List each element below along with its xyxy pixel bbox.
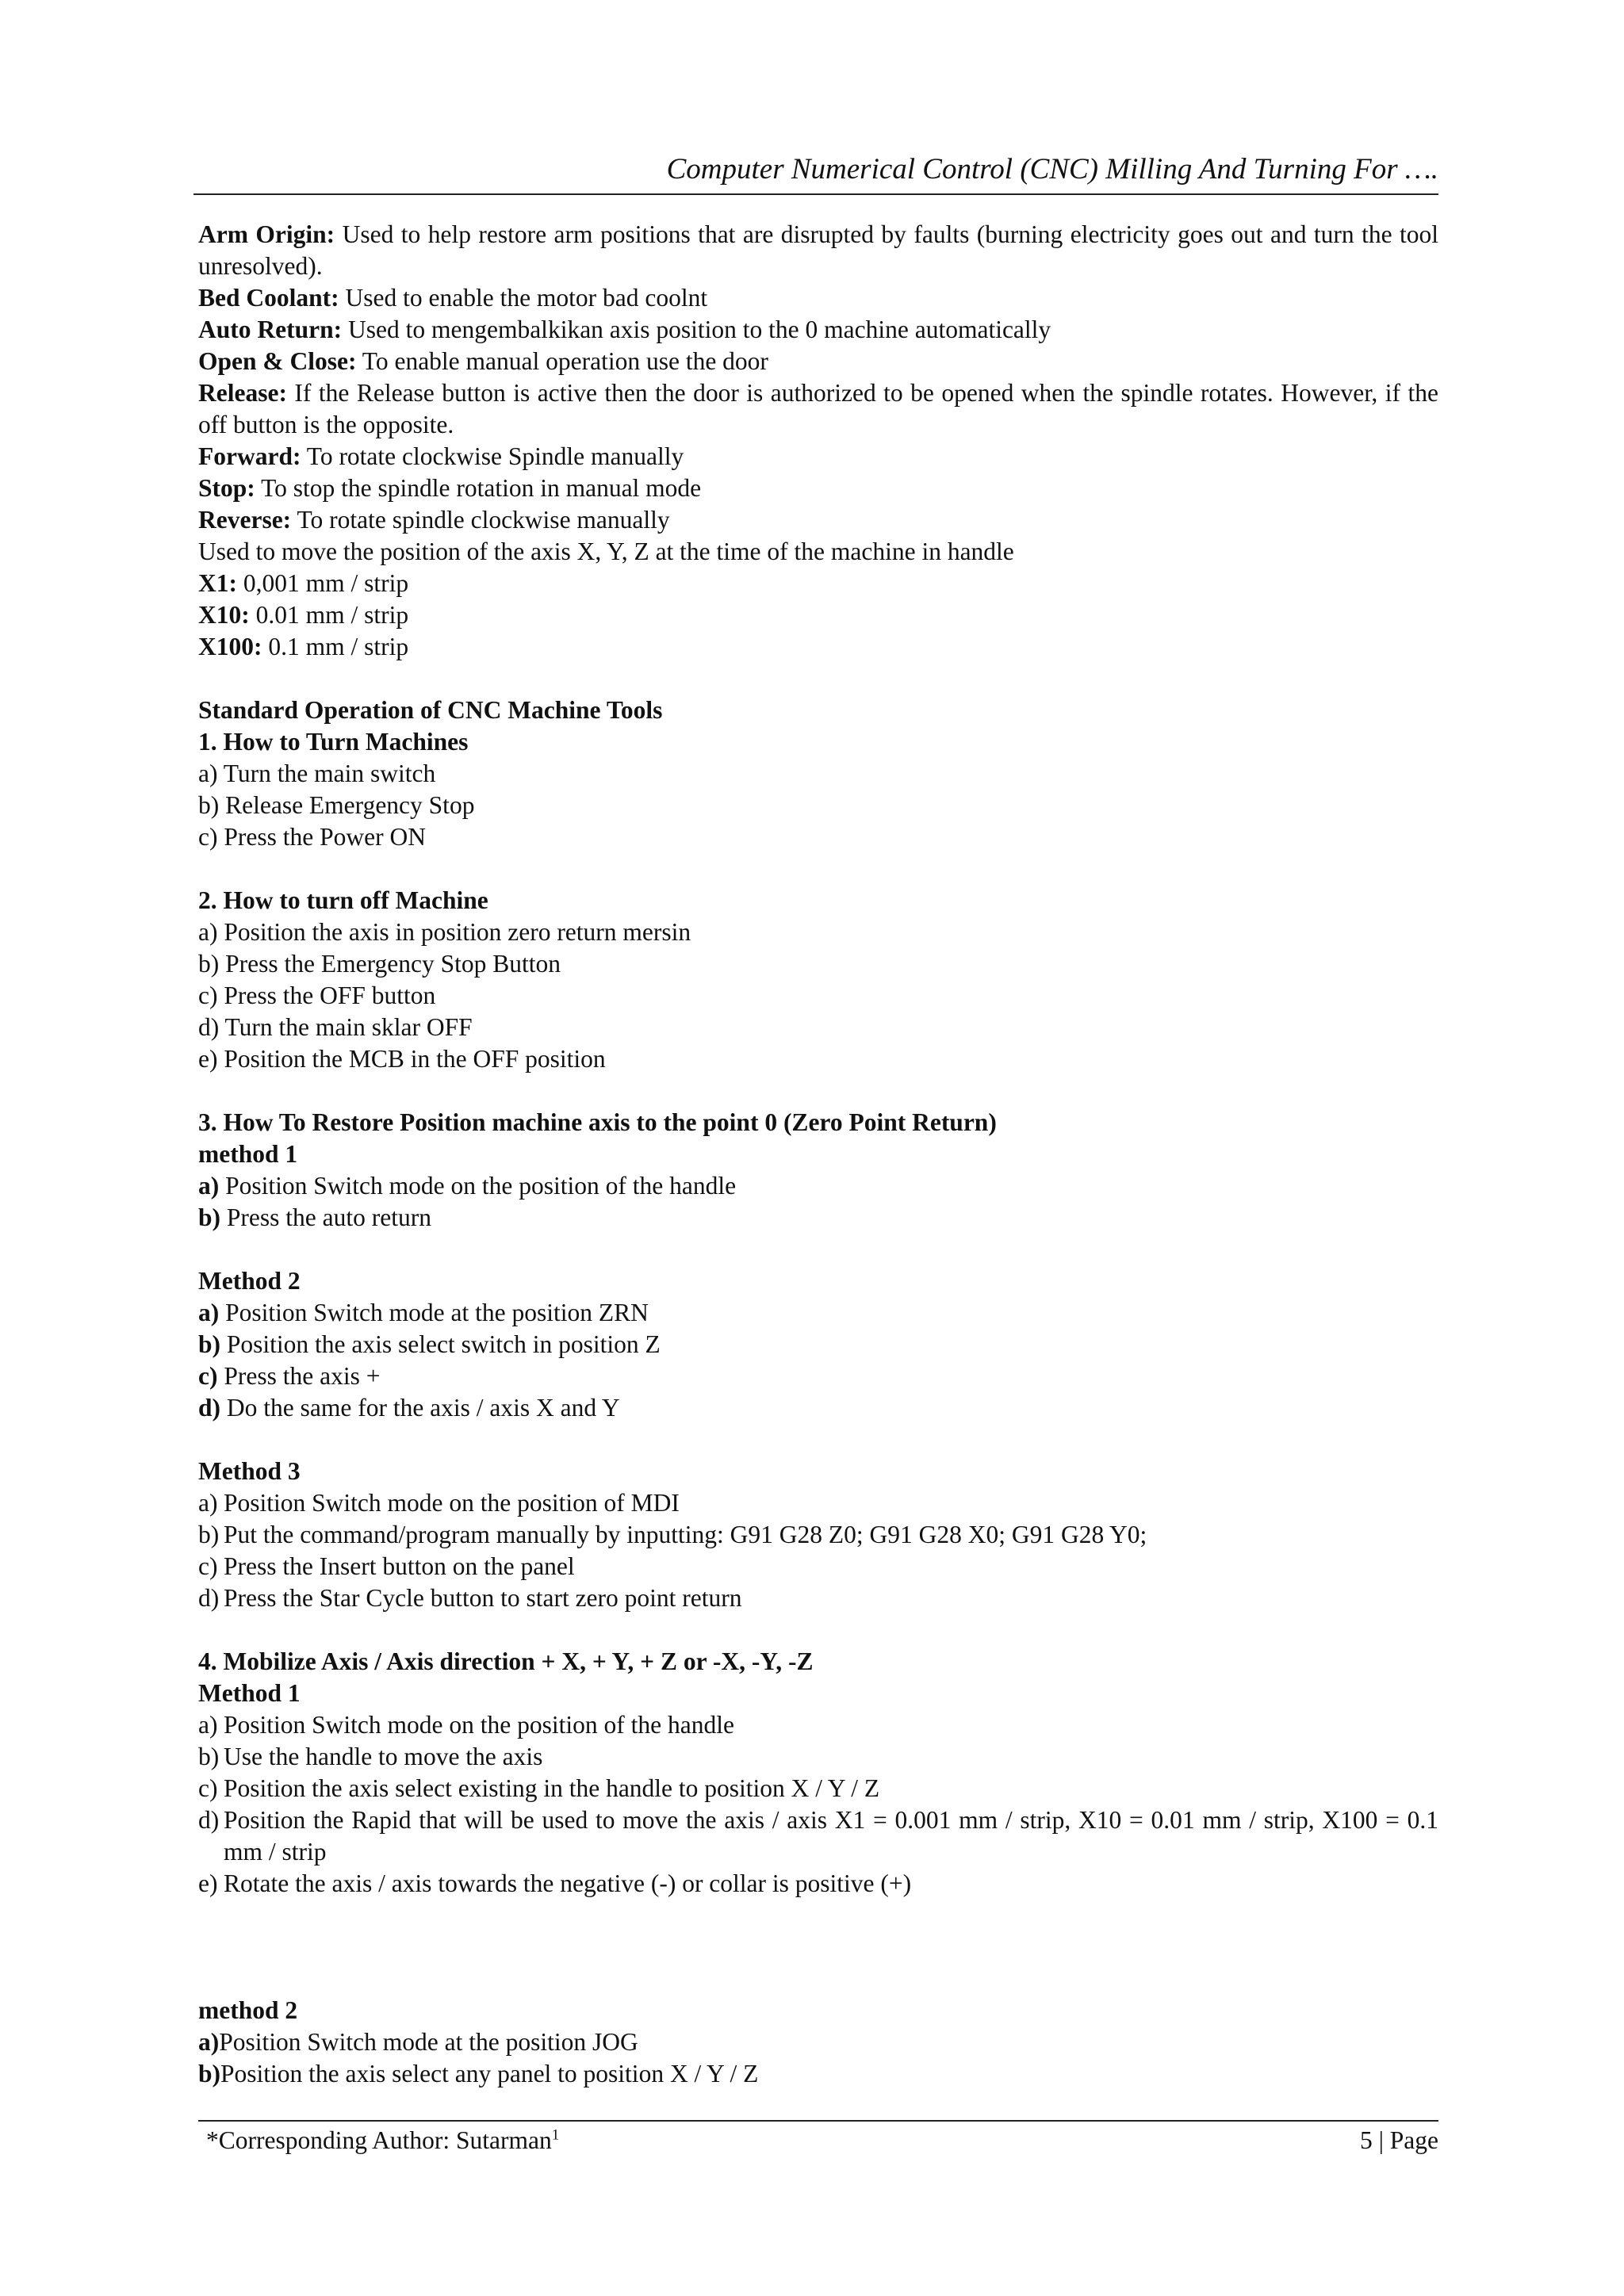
list-item: d) Turn the main sklar OFF bbox=[198, 1013, 473, 1041]
definition-term: Reverse: bbox=[198, 506, 292, 534]
list-item: a) Position Switch mode on the position of the handle bbox=[198, 1711, 734, 1739]
list-item: c) Press the Insert button on the panel bbox=[198, 1552, 575, 1580]
list-item: b) Press the auto return bbox=[198, 1203, 431, 1231]
definition-term: Forward: bbox=[198, 442, 301, 470]
definition-term: Arm Origin: bbox=[198, 220, 335, 248]
handle-step-term: X10: bbox=[198, 601, 250, 629]
author-superscript: 1 bbox=[551, 2126, 560, 2144]
definition-paragraph bbox=[198, 473, 1438, 504]
subsection-title: 4. Mobilize Axis / Axis direction + X, + Y, + Z or -X, -Y, -Z bbox=[198, 1647, 814, 1675]
list-item: a) Turn the main switch bbox=[198, 760, 436, 787]
list-item: a) Position Switch mode on the position of MDI bbox=[198, 1489, 680, 1517]
list-item: e) Position the MCB in the OFF position bbox=[198, 1045, 606, 1073]
handle-step-term: X100: bbox=[198, 633, 262, 660]
definition-paragraph bbox=[198, 282, 1438, 314]
definition-text: To rotate spindle clockwise manually bbox=[291, 506, 670, 534]
definition-term: Stop: bbox=[198, 474, 255, 502]
handle-step-text: 0.01 mm / strip bbox=[249, 601, 409, 629]
definition-paragraph bbox=[198, 314, 1438, 346]
handle-step-text: 0.1 mm / strip bbox=[262, 633, 409, 660]
definition-term: Release: bbox=[198, 379, 287, 407]
definition-text: Used to enable the motor bad coolnt bbox=[339, 284, 708, 312]
corresponding-author: *Corresponding Author: Sutarman$^1$ bbox=[206, 2126, 560, 2154]
handle-intro: Used to move the position of the axis X, Y, Z at the time of the machine in handle bbox=[198, 538, 1014, 565]
list-item: a) Position Switch mode at the position ZRN bbox=[198, 1299, 649, 1326]
page-number: 5 | Page bbox=[1359, 2126, 1438, 2154]
handle-step bbox=[198, 568, 1438, 599]
definition-paragraph bbox=[198, 346, 1438, 377]
list-item: c) Press the axis + bbox=[198, 1362, 381, 1390]
handle-step bbox=[198, 599, 1438, 631]
list-item: b)Position the axis select any panel to position X / Y / Z bbox=[198, 2060, 759, 2087]
method-title: method 1 bbox=[198, 1140, 298, 1168]
subsection-title: 3. How To Restore Position machine axis to the point 0 (Zero Point Return) bbox=[198, 1108, 997, 1136]
definition-term: Bed Coolant: bbox=[198, 284, 339, 312]
definition-text: If the Release button is active then the door is authorized to be opened when the spindle rotates. However, if the off button is the opposite. bbox=[198, 379, 1438, 438]
list-item: b) Put the command/program manually by inputting: G91 G28 Z0; G91 G28 X0; G91 G28 Y0; bbox=[198, 1521, 1147, 1548]
handle-step-text: 0,001 mm / strip bbox=[237, 569, 409, 597]
list-item: a)Position Switch mode at the position JOG bbox=[198, 2028, 638, 2056]
definition-term: Open & Close: bbox=[198, 347, 357, 375]
list-item: d) Do the same for the axis / axis X and Y bbox=[198, 1394, 620, 1422]
list-item: b) Position the axis select switch in position Z bbox=[198, 1330, 661, 1358]
running-header: Computer Numerical Control (CNC) Milling And Turning For …. bbox=[193, 151, 1438, 195]
definition-paragraph bbox=[198, 219, 1438, 282]
list-item: e) Rotate the axis / axis towards the negative (-) or collar is positive (+) bbox=[198, 1869, 912, 1897]
definition-text: To rotate clockwise Spindle manually bbox=[301, 442, 684, 470]
definition-paragraph bbox=[198, 441, 1438, 473]
definition-paragraph bbox=[198, 377, 1438, 441]
list-item: c) Position the axis select existing in the handle to position X / Y / Z bbox=[198, 1774, 880, 1802]
section-title: Standard Operation of CNC Machine Tools bbox=[198, 696, 663, 724]
list-item: a) Position Switch mode on the position of the handle bbox=[198, 1172, 737, 1200]
page-footer bbox=[198, 2120, 1438, 2156]
definition-term: Auto Return: bbox=[198, 316, 343, 343]
list-item: b) Release Emergency Stop bbox=[198, 791, 475, 819]
subsection-title: 1. How to Turn Machines bbox=[198, 728, 469, 756]
handle-step-term: X1: bbox=[198, 569, 237, 597]
definition-text: Used to mengembalkikan axis position to the 0 machine automatically bbox=[342, 316, 1051, 343]
handle-step bbox=[198, 631, 1438, 663]
body-text bbox=[198, 219, 1438, 2090]
method-title: Method 1 bbox=[198, 1679, 301, 1707]
subsection-title: 2. How to turn off Machine bbox=[198, 886, 488, 914]
list-item: c) Press the Power ON bbox=[198, 823, 426, 851]
definition-text: Used to help restore arm positions that are disrupted by faults (burning electricity goes out and turn the tool unresolved). bbox=[198, 220, 1439, 280]
method-title: method 2 bbox=[198, 1996, 298, 2024]
list-item: b) Use the handle to move the axis bbox=[198, 1743, 543, 1770]
list-item: c) Press the OFF button bbox=[198, 982, 436, 1009]
list-item: b) Press the Emergency Stop Button bbox=[198, 950, 561, 978]
definition-paragraph bbox=[198, 504, 1438, 536]
method-title: Method 3 bbox=[198, 1457, 301, 1485]
method-title: Method 2 bbox=[198, 1267, 301, 1295]
definition-text: To enable manual operation use the door bbox=[356, 347, 768, 375]
definition-text: To stop the spindle rotation in manual mode bbox=[255, 474, 702, 502]
list-item: d) Press the Star Cycle button to start zero point return bbox=[198, 1584, 742, 1612]
list-item: a) Position the axis in position zero return mersin bbox=[198, 918, 691, 946]
list-item: d) Position the Rapid that will be used to move the axis / axis X1 = 0.001 mm / strip, X10 = 0.01 mm / strip, X100 = 0.1 mm / strip bbox=[198, 1806, 1438, 1866]
